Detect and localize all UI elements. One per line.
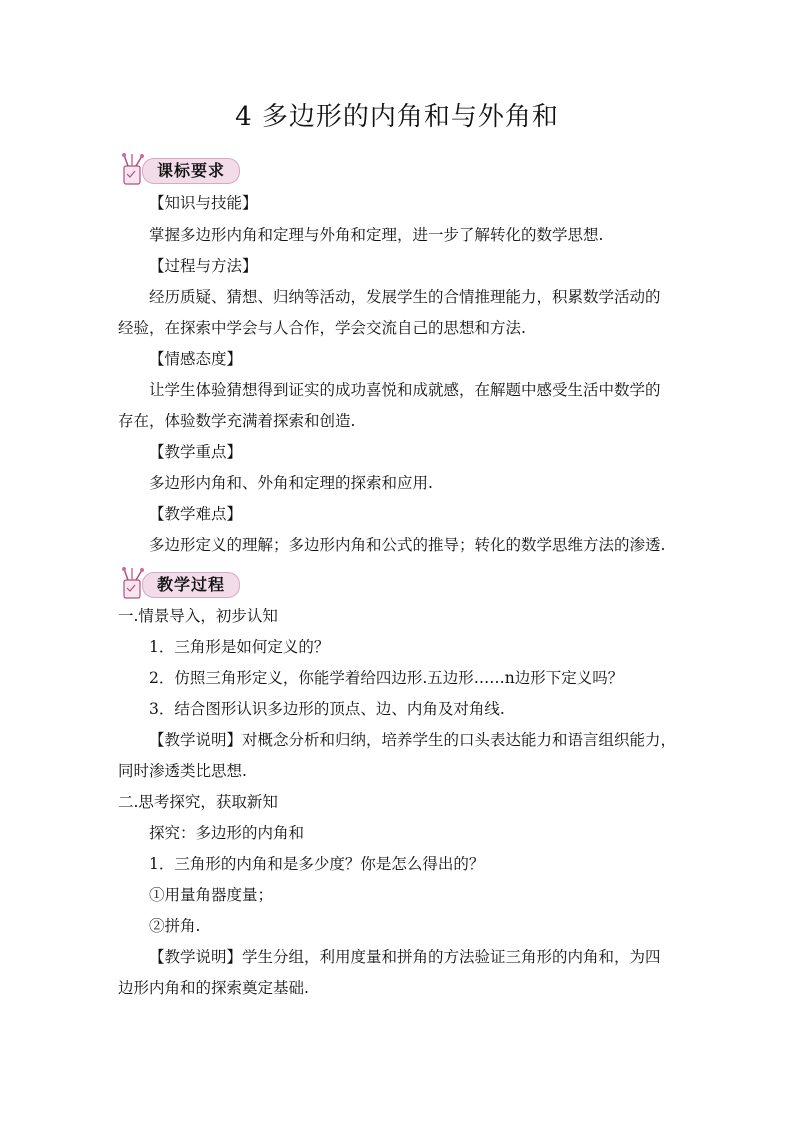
note-part2-1: 【教学说明】学生分组，利用度量和拼角的方法验证三角形的内角和，为四 bbox=[149, 948, 661, 966]
heading-attitude: 【情感态度】 bbox=[149, 350, 243, 368]
method-part2-1: ①用量角器度量； bbox=[149, 886, 274, 904]
heading-part2: 二.思考探究，获取新知 bbox=[118, 793, 278, 811]
section-banner-objectives bbox=[118, 152, 268, 186]
text-key-point: 多边形内角和、外角和定理的探索和应用. bbox=[149, 474, 433, 492]
heading-difficulty: 【教学难点】 bbox=[149, 505, 243, 523]
banner-label-objectives: 课标要求 bbox=[142, 158, 240, 184]
page-title: 4 多边形的内角和与外角和 bbox=[235, 102, 559, 132]
text-process-method-1: 经历质疑、猜想、归纳等活动，发展学生的合情推理能力，积累数学活动的 bbox=[149, 288, 661, 306]
note-part1-2: 同时渗透类比思想. bbox=[118, 762, 247, 780]
text-attitude-2: 存在，体验数学充满着探索和创造. bbox=[118, 412, 356, 430]
note-part2-2: 边形内角和的探索奠定基础. bbox=[118, 979, 309, 997]
note-part1-1: 【教学说明】对概念分析和归纳，培养学生的口头表达能力和语言组织能力， bbox=[149, 731, 677, 749]
text-knowledge: 掌握多边形内角和定理与外角和定理，进一步了解转化的数学思想. bbox=[149, 226, 604, 244]
explore-part2: 探究：多边形的内角和 bbox=[149, 824, 305, 842]
question-part2-1: 1．三角形的内角和是多少度？你是怎么得出的？ bbox=[149, 855, 485, 873]
heading-process-method: 【过程与方法】 bbox=[149, 257, 258, 275]
section-banner-process bbox=[118, 566, 268, 600]
banner-label-process: 教学过程 bbox=[142, 572, 240, 598]
heading-knowledge: 【知识与技能】 bbox=[149, 194, 258, 212]
text-attitude-1: 让学生体验猜想得到证实的成功喜悦和成就感，在解题中感受生活中数学的 bbox=[149, 381, 661, 399]
text-difficulty: 多边形定义的理解；多边形内角和公式的推导；转化的数学思维方法的渗透. bbox=[149, 536, 666, 554]
text-process-method-2: 经验，在探索中学会与人合作，学会交流自己的思想和方法. bbox=[118, 319, 526, 337]
question-part1-2: 2．仿照三角形定义，你能学着给四边形.五边形……n边形下定义吗？ bbox=[149, 669, 624, 687]
heading-part1: 一.情景导入，初步认知 bbox=[118, 607, 278, 625]
heading-key-point: 【教学重点】 bbox=[149, 443, 243, 461]
question-part1-1: 1．三角形是如何定义的？ bbox=[149, 638, 330, 656]
method-part2-2: ②拼角. bbox=[149, 917, 201, 935]
question-part1-3: 3．结合图形认识多边形的顶点、边、内角及对角线. bbox=[149, 700, 505, 718]
